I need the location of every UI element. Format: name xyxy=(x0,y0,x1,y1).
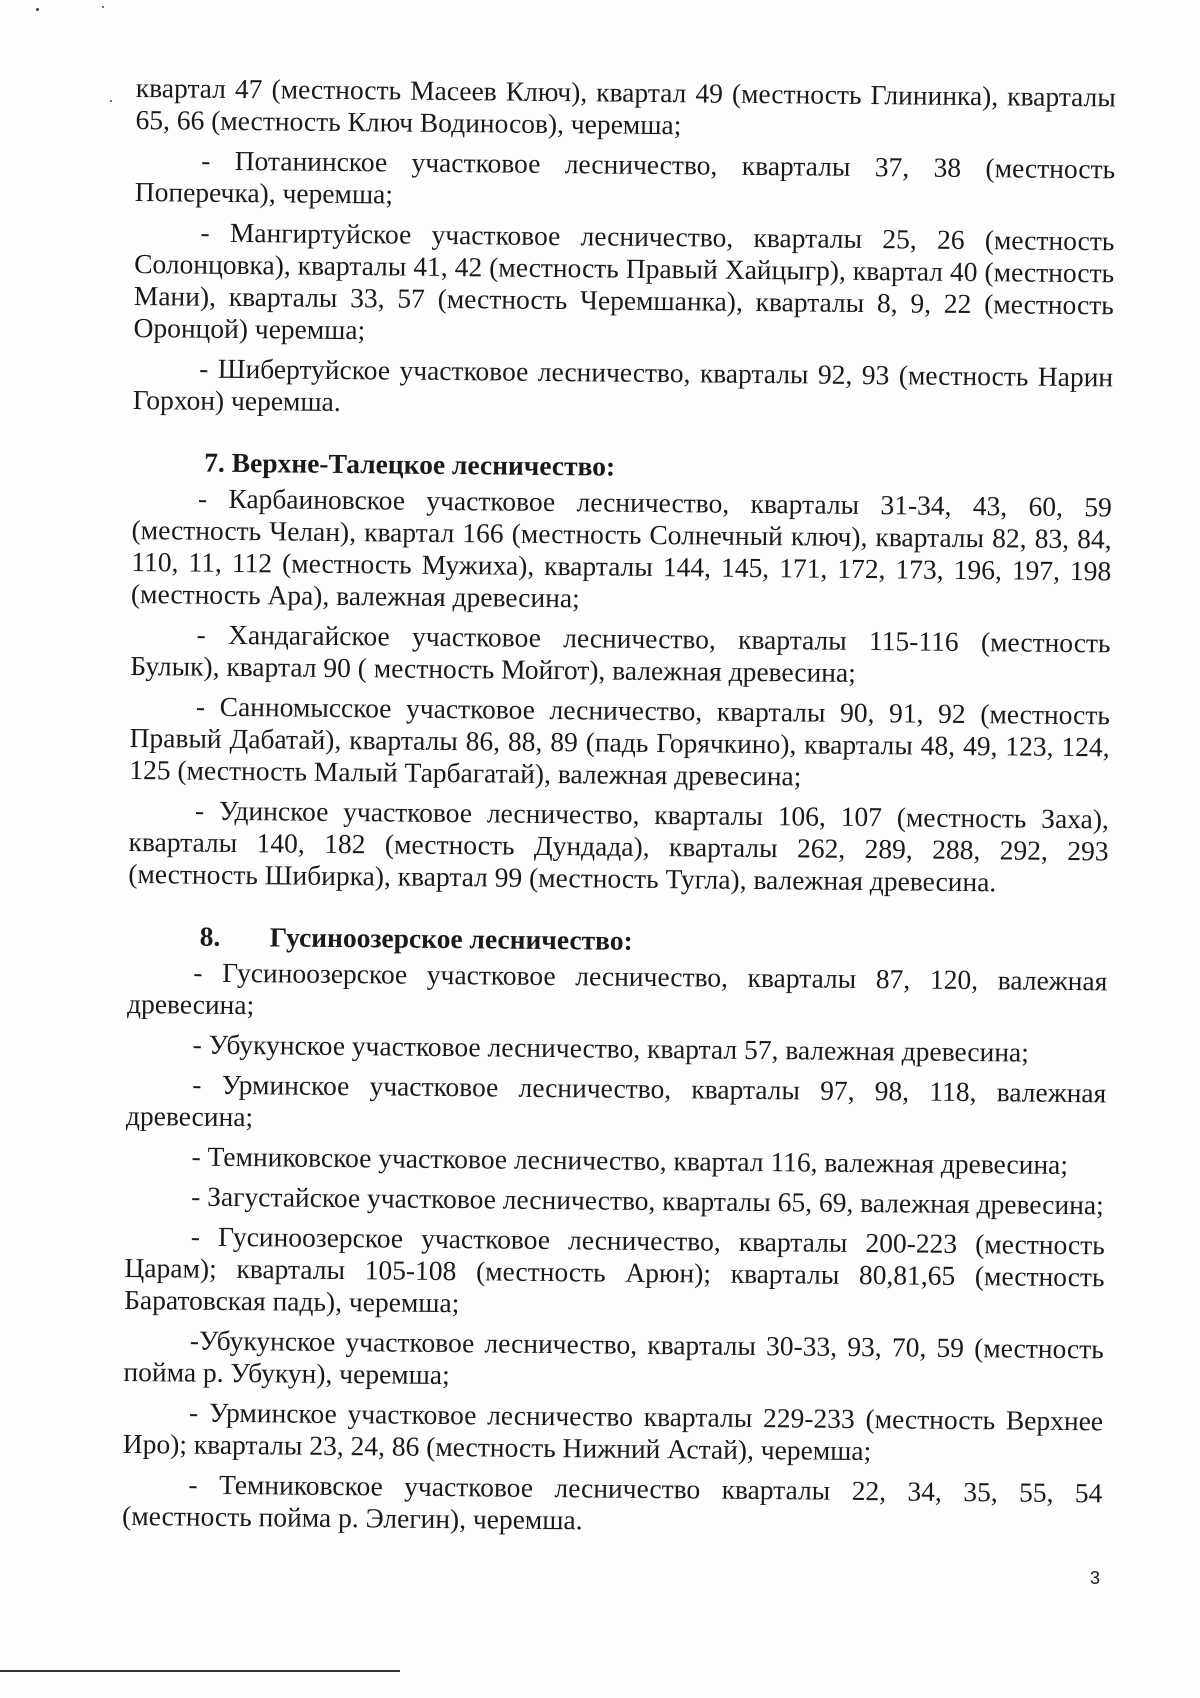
list-item: - Загустайское участковое лесничество, кварталы 65, 69, валежная древесина; xyxy=(191,1180,1104,1221)
list-item: - Карбаиновское участковое лесничество, кварталы 31-34, 43, 60, 59 (местность Челан), квартал 166 (местность Солнечный ключ), кварталы 82, 83, 84, 110, 11, 112 (местность Мужиха), кварталы 144, 145, 171, 172, 173, 196, 197, 198 (местность Ара), валежная древесина; xyxy=(130,482,1113,614)
scan-speck xyxy=(110,100,112,102)
scan-speck xyxy=(36,8,39,11)
section-8-heading xyxy=(128,920,1108,961)
section-8-title: Гусиноозерское лесничество: xyxy=(269,921,633,956)
list-item: - Темниковское участковое лесничество кварталы 22, 34, 35, 55, 54 (местность пойма р. Элегин), черемша. xyxy=(121,1468,1103,1536)
list-item: - Темниковское участковое лесничество, квартал 116, валежная древесина; xyxy=(191,1140,1069,1180)
list-item: - Урминское участковое лесничество кварталы 229-233 (местность Верхнее Иро); кварталы 23, 24, 86 (местность Нижний Астай), черемша; xyxy=(122,1396,1104,1467)
list-item: - Урминское участковое лесничество, кварталы 97, 98, 118, валежная древесина; xyxy=(125,1068,1107,1133)
list-item: - Удинское участковое лесничество, кварталы 106, 107 (местность Заха), кварталы 140, 182 (местность Дундада), кварталы 262, 289, 288, 292, 293 (местность Шибирка), квартал 99 (местность Тугла), валежная древесина. xyxy=(128,794,1110,898)
paragraph: квартал 47 (местность Масеев Ключ), квартал 49 (местность Глининка), кварталы 65, 66 (местность Ключ Водиносов), черемша; xyxy=(135,72,1116,141)
section-8-number: 8. xyxy=(199,920,221,952)
list-item: - Хандагайское участковое лесничество, кварталы 115-116 (местность Булык), квартал 90 ( местность Мойгот), валежная древесина; xyxy=(130,618,1111,688)
document-body xyxy=(122,72,1116,1549)
section-7-heading: 7. Верхне-Талецкое лесничество: xyxy=(204,446,616,482)
footer-rule xyxy=(0,1670,400,1672)
list-item: - Гусиноозерское участковое лесничество, кварталы 200-223 (местность Царам); кварталы 105-108 (местность Арюн); кварталы 80,81,65 (местность Баратовская падь), черемша; xyxy=(124,1220,1105,1319)
list-item: - Убукунское участковое лесничество, квартал 57, валежная древесина; xyxy=(192,1028,1030,1068)
page-number: 3 xyxy=(1090,1568,1101,1588)
paragraph: - Мангиртуйское участковое лесничество, кварталы 25, 26 (местность Солонцовка), кварталы 41, 42 (местность Правый Хайцыгр), квартал 40 (местность Мани), кварталы 33, 57 (местность Черемшанка), кварталы 8, 9, 22 (местность Оронцой) черемша; xyxy=(133,216,1115,346)
list-item: - Гусиноозерское участковое лесничество, кварталы 87, 120, валежная древесина; xyxy=(126,956,1108,1021)
paragraph: - Потанинское участковое лесничество, кварталы 37, 38 (местность Поперечка), черемша; xyxy=(134,144,1116,210)
list-item: - Санномысское участковое лесничество, кварталы 90, 91, 92 (местность Правый Дабатай), кварталы 86, 88, 89 (падь Горячкино), кварталы 48, 49, 123, 124, 125 (местность Малый Тарбагатай), валежная древесина; xyxy=(129,690,1111,792)
list-item: -Убукунское участковое лесничество, кварталы 30-33, 93, 70, 59 (местность пойма р. Убукун), черемша; xyxy=(123,1324,1104,1391)
scan-speck xyxy=(102,6,104,8)
paragraph: - Шибертуйское участковое лесничество, кварталы 92, 93 (местность Нарин Горхон) черемша. xyxy=(132,352,1114,417)
